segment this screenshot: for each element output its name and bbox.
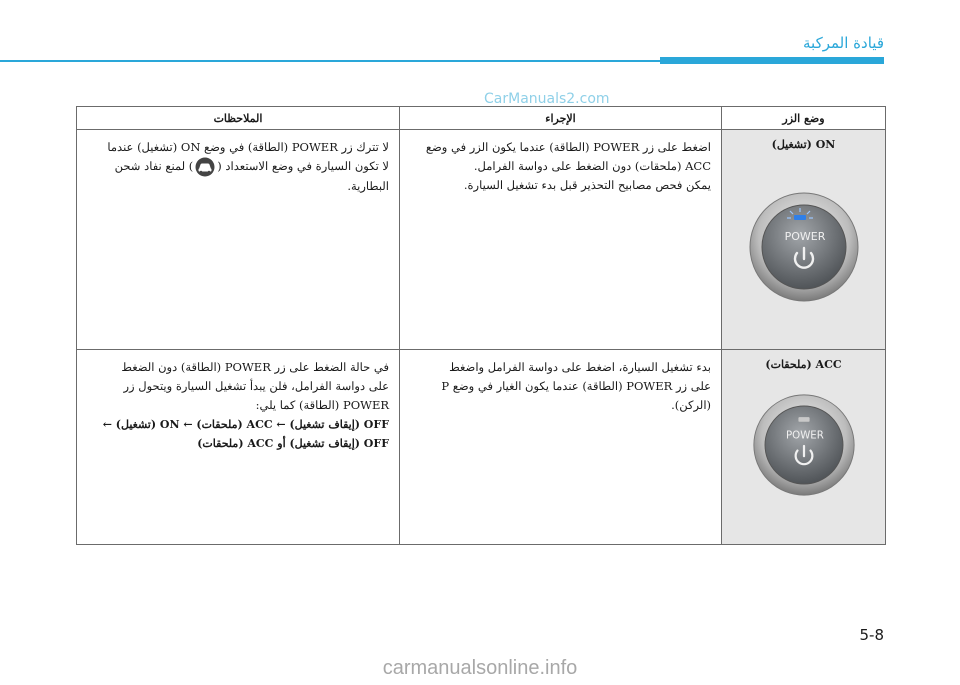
action-line: على زر POWER (الطاقة) عندما يكون الغيار في وضع P	[441, 379, 711, 393]
header-accent-bar	[660, 57, 884, 64]
notes-cell-acc	[77, 350, 400, 545]
notes-line: في حالة الضغط على زر POWER (الطاقة) دون الضغط	[121, 360, 389, 374]
header-action: الإجراء	[400, 107, 722, 130]
action-cell-acc	[400, 350, 722, 545]
action-line: اضغط على زر POWER (الطاقة) عندما يكون الزر في وضع	[425, 140, 711, 154]
svg-text:POWER: POWER	[785, 430, 824, 442]
action-line: ACC (ملحقات) دون الضغط على دواسة الفرامل.	[473, 159, 711, 173]
watermark-bottom[interactable]: carmanualsonline.info	[382, 657, 578, 679]
header-position: وضع الزر	[722, 107, 886, 130]
table-row	[77, 350, 886, 545]
svg-text:POWER: POWER	[784, 230, 825, 243]
position-cell-on	[722, 130, 886, 350]
action-line: بدء تشغيل السيارة، اضغط على دواسة الفرامل واضغط	[449, 360, 711, 374]
notes-line: POWER (الطاقة) كما يلي:	[255, 398, 389, 412]
notes-line: لا تترك زر POWER (الطاقة) في وضع ON (تشغيل) عندما	[107, 140, 389, 154]
power-button-on-image	[748, 191, 860, 303]
position-label: ON (تشغيل)	[771, 138, 836, 151]
ready-car-icon	[193, 157, 217, 177]
action-cell-on	[400, 130, 722, 350]
section-title: قيادة المركبة	[803, 34, 884, 52]
action-line: (الركن).	[671, 398, 711, 412]
action-line: يمكن فحص مصابيح التحذير قبل بدء تشغيل السيارة.	[463, 178, 711, 192]
notes-line	[85, 157, 389, 177]
header-notes: الملاحظات	[77, 107, 400, 130]
notes-text: ) لمنع نفاد شحن	[114, 159, 194, 173]
position-cell-acc	[722, 350, 886, 545]
watermark-top[interactable]: CarManuals2.com	[484, 91, 610, 107]
indicator-lamp-off-icon	[798, 417, 809, 422]
notes-line: البطارية.	[347, 179, 389, 193]
notes-cell-on	[77, 130, 400, 350]
power-button-table	[76, 106, 886, 545]
notes-text: لا تكون السيارة في وضع الاستعداد (	[217, 159, 389, 173]
table-header-row	[77, 107, 886, 130]
power-button-acc-image	[752, 393, 856, 497]
page-number: 5-8	[859, 626, 884, 644]
position-label: ACC (ملحقات)	[765, 358, 842, 371]
notes-line: على دواسة الفرامل، فلن يبدأ تشغيل السيارة ويتحول زر	[123, 379, 389, 393]
mode-sequence: OFF (إيقاف تشغيل) ← ACC (ملحقات) ← ON (تشغيل) ←	[102, 418, 389, 431]
mode-sequence: OFF (إيقاف تشغيل) أو ACC (ملحقات)	[197, 437, 389, 450]
table-row	[77, 130, 886, 350]
